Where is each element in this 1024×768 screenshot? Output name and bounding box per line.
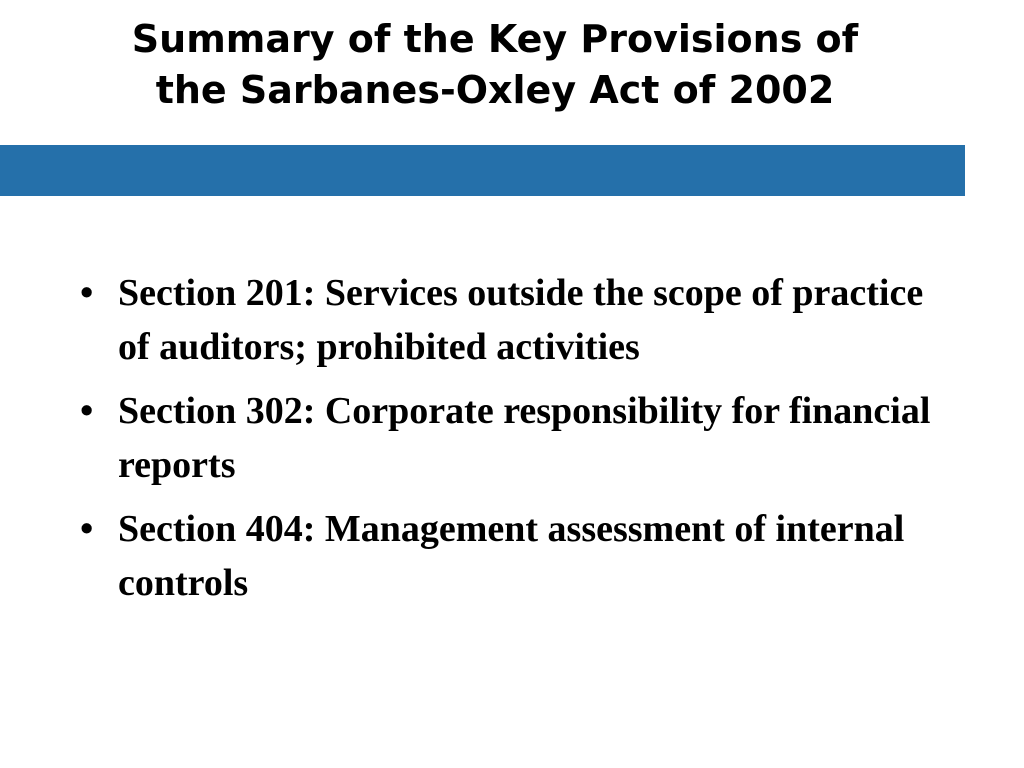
title-line-1: Summary of the Key Provisions of — [131, 17, 859, 61]
bullet-icon: • — [80, 508, 94, 550]
title-accent-bar — [0, 145, 965, 196]
slide-title — [0, 14, 990, 116]
bullet-item-section-201 — [78, 266, 938, 374]
bullet-text: Section 201: Services outside the scope of practice of auditors; prohibited activities — [118, 272, 924, 368]
bullet-icon: • — [80, 272, 94, 314]
bullet-item-section-404 — [78, 502, 938, 610]
bullet-item-section-302 — [78, 384, 938, 492]
bullet-icon: • — [80, 390, 94, 432]
bullet-text: Section 302: Corporate responsibility for financial reports — [118, 390, 931, 486]
title-line-2: the Sarbanes-Oxley Act of 2002 — [155, 68, 835, 112]
bullet-text: Section 404: Management assessment of internal controls — [118, 508, 905, 604]
bullet-list — [78, 266, 938, 620]
